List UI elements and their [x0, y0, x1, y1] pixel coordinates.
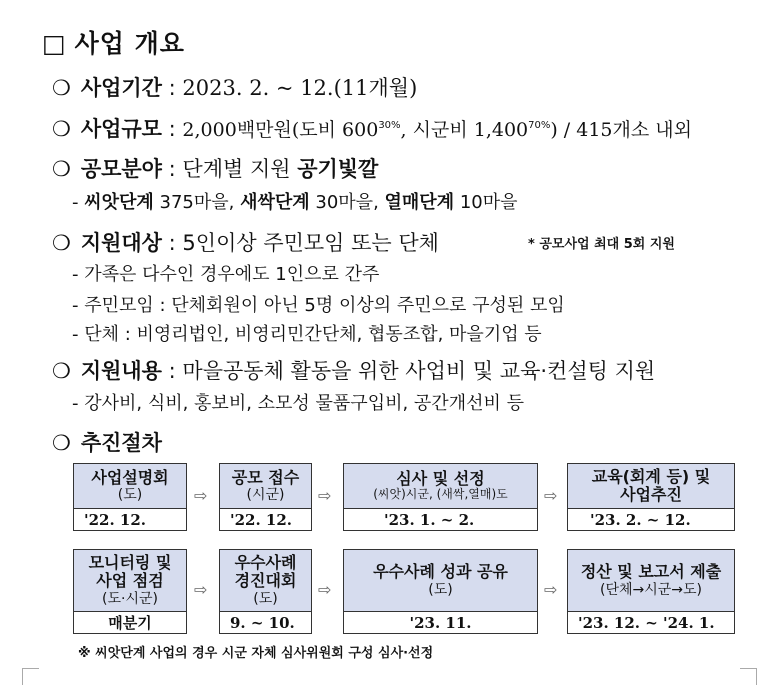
stage-sprout-label: 새싹단계: [240, 192, 310, 213]
step-title-2: 사업 점검: [96, 571, 164, 591]
field-value: 단계별 지원: [182, 157, 298, 181]
period-line: [52, 72, 417, 102]
step-title-2: 경진대회: [234, 571, 297, 591]
page-corner-mark: [22, 668, 39, 685]
scale-sup-2: 70%: [528, 120, 551, 131]
scale-value-2: , 시군비 1,400: [400, 119, 529, 141]
target-label: 지원대상: [80, 231, 162, 255]
right-arrow-icon: ⇨: [318, 486, 332, 505]
step-date: '22. 12.: [219, 508, 312, 531]
step-header: [219, 463, 312, 509]
stage-seed-label: 씨앗단계: [84, 192, 154, 213]
field-sep: :: [161, 157, 183, 181]
scale-value-1: 2,000백만원(도비 600: [182, 119, 379, 141]
scale-line: [52, 113, 692, 143]
right-arrow-icon: ⇨: [318, 580, 332, 599]
target-value: 5인이상 주민모임 또는 단체: [182, 231, 439, 255]
field-line: [52, 153, 378, 183]
scale-sup-1: 30%: [378, 120, 401, 131]
scale-label: 사업규모: [80, 117, 162, 141]
stage-sprout-value: 30마을,: [309, 192, 385, 213]
step-title: 우수사례: [234, 553, 297, 573]
target-item: - 주민모임 : 단체회원이 아닌 5명 이상의 주민으로 구성된 모임: [72, 295, 565, 316]
section-title: [42, 24, 185, 60]
step-date: '23. 2. ~ 12.: [567, 508, 735, 531]
step-sub: (씨앗)시군, (새싹,열매)도: [373, 487, 508, 502]
procedure-line: [52, 427, 162, 457]
scale-value-3: ) / 415개소 내외: [550, 119, 692, 141]
period-label: 사업기간: [80, 76, 162, 100]
step-title: 교육(회계 등) 및: [591, 466, 711, 486]
support-value: 마을공동체 활동을 위한 사업비 및 교육·컨설팅 지원: [182, 359, 656, 383]
step-sub: (도): [117, 487, 143, 504]
step-header: [73, 463, 187, 509]
step-title: 심사 및 선정: [396, 468, 485, 488]
step-sub: (단체→시군→도): [599, 581, 702, 598]
target-note: * 공모사업 최대 5회 지원: [528, 237, 675, 252]
step-date: 9. ~ 10.: [219, 611, 312, 634]
support-label: 지원내용: [80, 359, 162, 383]
step-date: '23. 11.: [343, 611, 538, 634]
page-corner-mark: [740, 668, 757, 685]
step-date: 매분기: [73, 611, 187, 634]
support-line: [52, 355, 655, 385]
right-arrow-icon: ⇨: [194, 486, 208, 505]
step-title: 모니터링 및: [88, 553, 172, 573]
step-sub: (도·시군): [102, 590, 158, 607]
step-title: 정산 및 보고서 제출: [580, 562, 722, 582]
step-header: [567, 549, 735, 612]
stage-fruit-value: 10마을: [454, 192, 518, 213]
step-sub: (도): [253, 590, 278, 607]
step-header: [73, 549, 187, 612]
step-date: '22. 12.: [73, 508, 187, 531]
step-sub: (시군): [246, 487, 285, 504]
procedure-label: 추진절차: [80, 431, 162, 455]
step-header: [567, 463, 735, 509]
circle-bullet-icon: ❍: [52, 431, 71, 455]
section-title-text: 사업 개요: [74, 29, 185, 58]
circle-bullet-icon: ❍: [52, 231, 71, 255]
step-sub: (도): [428, 581, 453, 598]
period-sep: :: [161, 76, 183, 100]
target-line: [52, 227, 439, 257]
step-sub: 사업추진: [620, 485, 682, 504]
right-arrow-icon: ⇨: [194, 580, 208, 599]
step-title: 공모 접수: [231, 467, 300, 487]
step-title: 우수사례 성과 공유: [373, 562, 508, 582]
field-label: 공모분야: [80, 157, 162, 181]
stage-fruit-label: 열매단계: [384, 192, 455, 213]
step-date: '23. 12. ~ '24. 1.: [567, 611, 735, 634]
scale-sep: :: [161, 117, 183, 141]
step-header: [343, 463, 538, 509]
period-value: 2023. 2. ~ 12.(11개월): [182, 76, 418, 100]
checkbox-icon: □: [42, 29, 67, 58]
stage-seed-value: 375마을,: [153, 192, 241, 213]
step-title: 사업설명회: [91, 467, 169, 487]
target-sep: :: [161, 231, 183, 255]
stages-line: [72, 188, 518, 214]
right-arrow-icon: ⇨: [544, 580, 558, 599]
support-sep: :: [161, 359, 183, 383]
circle-bullet-icon: ❍: [52, 76, 71, 100]
step-date: '23. 1. ~ 2.: [343, 508, 538, 531]
circle-bullet-icon: ❍: [52, 117, 71, 141]
target-item: - 단체 : 비영리법인, 비영리민간단체, 협동조합, 마을기업 등: [72, 324, 542, 345]
support-item: - 강사비, 식비, 홍보비, 소모성 물품구입비, 공간개선비 등: [72, 393, 524, 414]
circle-bullet-icon: ❍: [52, 359, 71, 383]
circle-bullet-icon: ❍: [52, 157, 71, 181]
footnote: ※ 씨앗단계 사업의 경우 시군 자체 심사위원회 구성 심사·선정: [78, 646, 434, 661]
field-value-bold: 공기빛깔: [297, 157, 379, 181]
target-item: - 가족은 다수인 경우에도 1인으로 간주: [72, 264, 380, 285]
step-header: [219, 549, 312, 612]
right-arrow-icon: ⇨: [544, 486, 558, 505]
stages-dash: -: [72, 192, 79, 213]
step-header: [343, 549, 538, 612]
